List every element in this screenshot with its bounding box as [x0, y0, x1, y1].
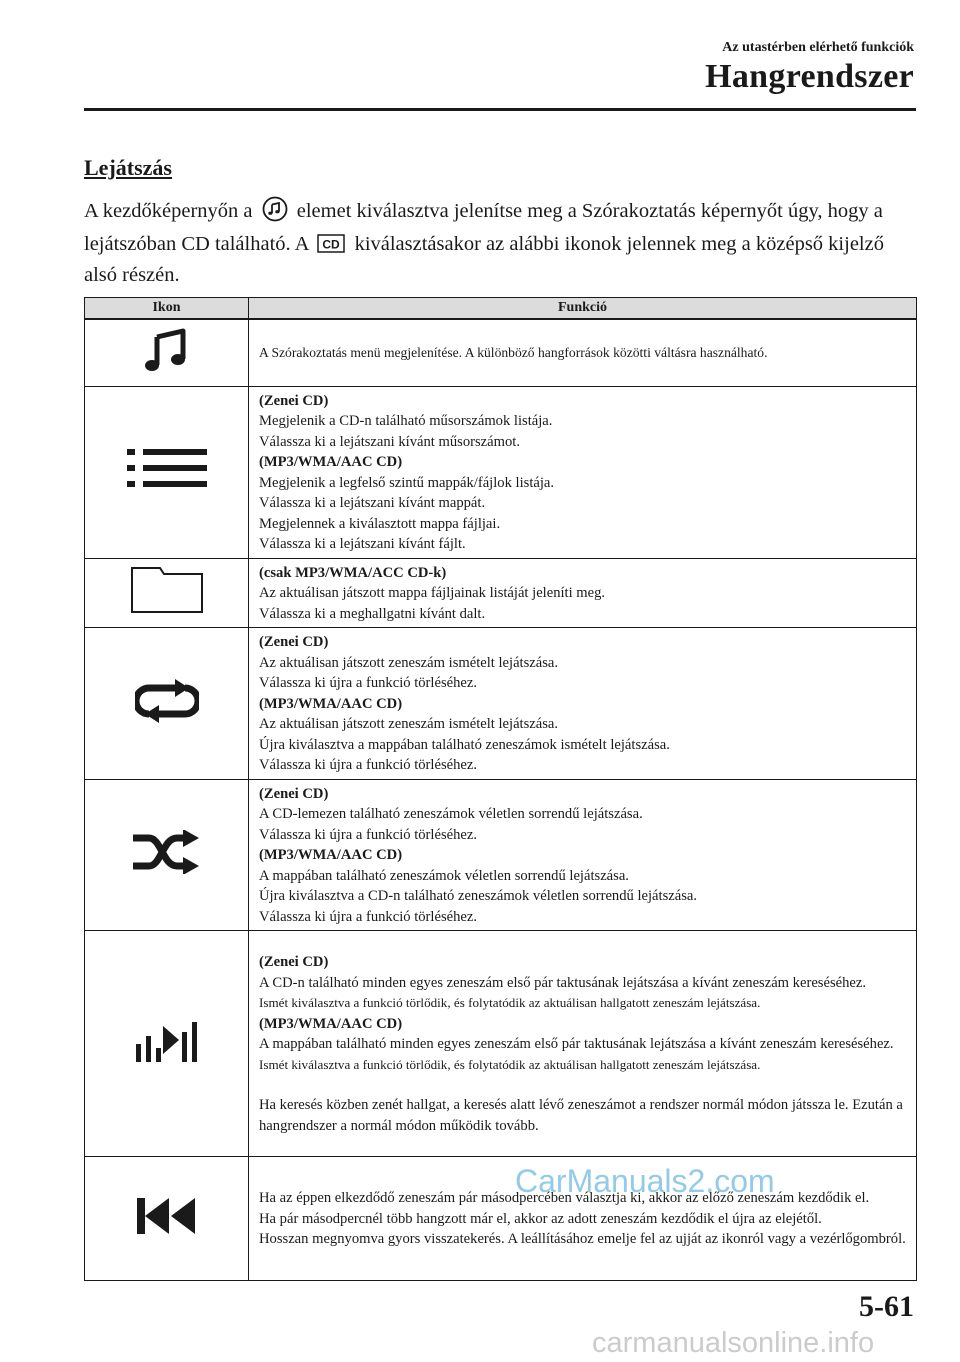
header-divider: [84, 108, 916, 111]
page-title: Hangrendszer: [705, 58, 914, 95]
music-note-icon: [142, 360, 192, 377]
function-subheading: (MP3/WMA/AAC CD): [259, 1015, 403, 1032]
function-cell: [249, 931, 917, 1157]
function-text: Válassza ki újra a funkció törléséhez.: [259, 675, 478, 691]
function-text: Hosszan megnyomva gyors visszatekerés. A leállításához emelje fel az ujját az ikonról vagy a vezérlőgombról.: [259, 1231, 906, 1248]
function-text: Válassza ki a lejátszani kívánt fájlt.: [259, 536, 466, 552]
function-text: Válassza ki a meghallgatni kívánt dalt.: [259, 605, 486, 622]
function-subheading: (Zenei CD): [259, 954, 329, 970]
folder-icon: [130, 601, 204, 618]
table-row: [85, 558, 917, 628]
function-subheading: (MP3/WMA/AAC CD): [259, 695, 403, 712]
table-row: [85, 386, 917, 558]
function-text: Újra kiválasztva a CD-n található zeneszámok véletlen sorrendű lejátszása.: [259, 888, 698, 904]
icon-cell: [85, 1157, 249, 1281]
function-cell: [249, 779, 917, 931]
function-note: Ismét kiválasztva a funkció törlődik, és folytatódik az aktuálisan hallgatott zeneszám lejátszása.: [259, 1056, 761, 1072]
page-number: 5-61: [859, 1290, 914, 1323]
watermark-carmanualsonline: carmanualsonline.info: [592, 1327, 875, 1359]
spacer: [259, 1075, 910, 1095]
function-text: Válassza ki a lejátszani kívánt mappát.: [259, 495, 486, 511]
intro-text-5: középső kijelző alsó részén.: [84, 233, 884, 286]
function-note: Ismét kiválasztva a funkció törlődik, és folytatódik az aktuálisan hallgatott zeneszám lejátszása.: [259, 995, 761, 1010]
function-cell: [249, 319, 917, 386]
intro-text-2: elemet kiválasztva jelenítse meg a Szórakoztatás képernyőt úgy,: [296, 200, 823, 222]
intro-text-3: hogy a lejátszóban CD található. A: [84, 200, 883, 255]
table-row: [85, 931, 917, 1157]
icon-cell: [85, 386, 249, 558]
icon-cell: [85, 931, 249, 1157]
function-text: A CD-lemezen található zeneszámok véletlen sorrendű lejátszása.: [259, 806, 643, 822]
function-subheading: (Zenei CD): [259, 634, 329, 650]
section-heading: Lejátszás: [84, 155, 172, 180]
intro-text-4: kiválasztásakor az alábbi ikonok jelennek meg a: [354, 233, 751, 255]
function-text: Válassza ki újra a funkció törléséhez.: [259, 908, 478, 925]
function-cell: [249, 558, 917, 628]
function-text: Újra kiválasztva a mappában található zeneszámok ismételt lejátszása.: [259, 736, 670, 753]
list-icon: [127, 482, 207, 499]
function-subheading: (MP3/WMA/AAC CD): [259, 847, 403, 863]
col-header-function: Funkció: [249, 298, 917, 320]
watermark-carmanuals2: CarManuals2.com: [515, 1163, 775, 1199]
function-subheading: (Zenei CD): [259, 392, 329, 409]
function-text: Válassza ki a lejátszani kívánt műsorszámot.: [259, 433, 520, 450]
function-text: Válassza ki újra a funkció törléséhez.: [259, 757, 478, 773]
repeat-icon: [135, 711, 199, 728]
function-subheading: (csak MP3/WMA/ACC CD-k): [259, 564, 447, 581]
function-text: Megjelenik a legfelső szintű mappák/fájlok listája.: [259, 474, 555, 491]
intro-text-1: A kezdőképernyőn a: [84, 200, 253, 222]
function-text: Megjelenik a CD-n található műsorszámok listája.: [259, 413, 553, 429]
intro-paragraph: [84, 196, 914, 289]
function-text: Ha pár másodpercnél több hangzott már el, akkor az adott zeneszám kezdődik el újra az elejétől.: [259, 1210, 822, 1227]
function-text: Az aktuálisan játszott mappa fájljainak listáját jeleníti meg.: [259, 585, 606, 601]
icon-cell: [85, 319, 249, 386]
icon-cell: [85, 779, 249, 931]
function-subheading: (MP3/WMA/AAC CD): [259, 454, 403, 470]
function-cell: [249, 628, 917, 780]
table-row: [85, 779, 917, 931]
function-text: Ha az éppen elkezdődő zeneszám pár másodpercében választja ki, akkor az előző zeneszám kezdődik el.: [259, 1190, 870, 1207]
function-text: Ha keresés közben zenét hallgat, a keresés alatt lévő zeneszámot a rendszer normál módon játssza le. Ezután a hangrendszer a normál módon működik tovább.: [259, 1097, 903, 1134]
function-cell: [249, 386, 917, 558]
table-row: [85, 628, 917, 780]
previous-track-icon: [135, 1223, 199, 1240]
function-text: A mappában található zeneszámok véletlen sorrendű lejátszása.: [259, 867, 629, 884]
svg-text:CD: CD: [322, 237, 341, 252]
table-row: [85, 319, 917, 386]
icon-cell: [85, 558, 249, 628]
function-subheading: (Zenei CD): [259, 785, 329, 802]
icon-cell: [85, 628, 249, 780]
scan-icon: [136, 1051, 198, 1068]
function-text: Válassza ki újra a funkció törléséhez.: [259, 826, 478, 843]
shuffle-icon: [131, 861, 203, 878]
table-row: [85, 1157, 917, 1281]
music-note-icon: [262, 196, 288, 230]
function-text: Megjelennek a kiválasztott mappa fájljai.: [259, 515, 501, 532]
cd-icon: [317, 233, 345, 261]
col-header-icon: Ikon: [85, 298, 249, 320]
function-text: Az aktuálisan játszott zeneszám ismételt lejátszása.: [259, 716, 559, 732]
icon-function-table: [84, 297, 917, 1281]
function-text: A Szórakoztatás menü megjelenítése. A különböző hangforrások közötti váltásra használható.: [259, 345, 768, 360]
function-text: A mappában található minden egyes zeneszám első pár taktusának lejátszása a kívánt zeneszám kereséséhez.: [259, 1036, 894, 1052]
function-text: Az aktuálisan játszott zeneszám ismételt lejátszása.: [259, 654, 559, 671]
header-section-title: Az utastérben elérhető funkciók: [722, 40, 914, 55]
function-text: A CD-n található minden egyes zeneszám első pár taktusának lejátszása a kívánt zeneszám kereséséhez.: [259, 974, 867, 991]
